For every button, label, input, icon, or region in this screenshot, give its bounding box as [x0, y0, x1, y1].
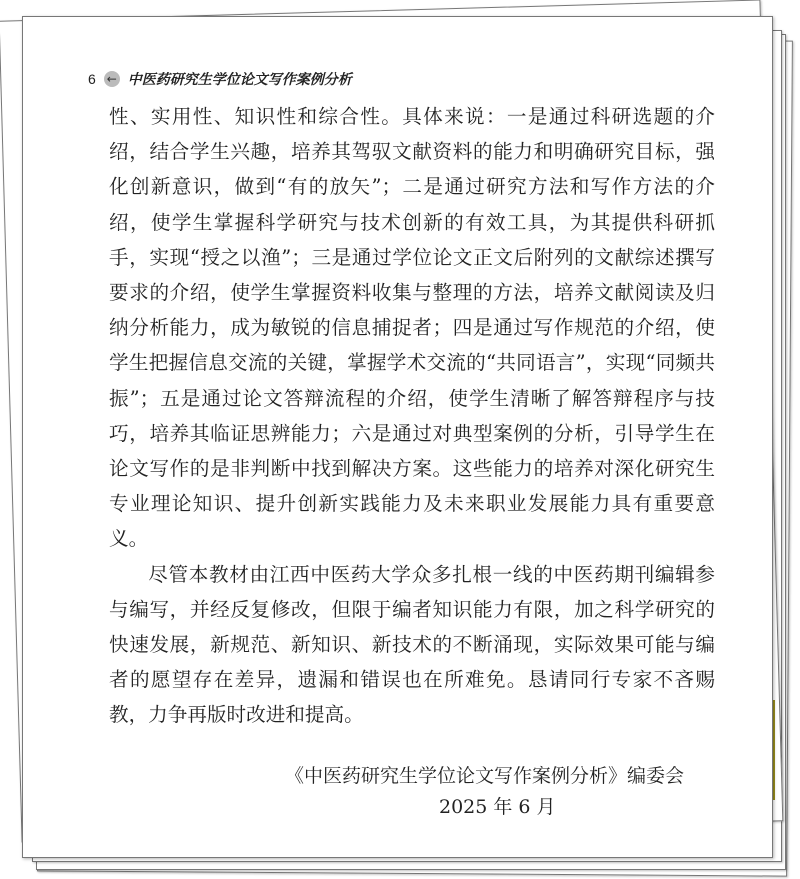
page-number: 6 — [88, 71, 96, 87]
date: 2025 年 6 月 — [439, 795, 556, 818]
page-content — [109, 99, 715, 823]
signature: 《中医药研究生学位论文写作案例分析》编委会 — [285, 764, 685, 787]
running-header — [88, 69, 352, 89]
body-text — [109, 99, 715, 733]
paragraph: 性、实用性、知识性和综合性。具体来说：一是通过科研选题的介绍，结合学生兴趣，培养其驾驭文献资料的能力和明确研究目标，强化创新意识，做到“有的放矢”；二是通过研究方法和写作方法的介绍，使学生掌握科学研究与技术创新的有效工具，为其提供科研抓手，实现“授之以渔”；三是通过学位论文正文后附列的文献综述撰写要求的介绍，使学生掌握资料收集与整理的方法，培养文献阅读及归纳分析能力，成为敏锐的信息捕捉者；四是通过写作规范的介绍，使学生把握信息交流的关键，掌握学术交流的“共同语言”，实现“同频共振”；五是通过论文答辩流程的介绍，使学生清晰了解答辩程序与技巧，培养其临证思辨能力；六是通过对典型案例的分析，引导学生在论文写作的是非判断中找到解决方案。这些能力的培养对深化研究生专业理论知识、提升创新实践能力及未来职业发展能力具有重要意义。 — [109, 105, 715, 551]
document-page — [22, 16, 773, 858]
book-title: 中医药研究生学位论文写作案例分析 — [127, 72, 352, 88]
paragraph: 尽管本教材由江西中医药大学众多扎根一线的中医药期刊编辑参与编写，并经反复修改，但限于编者知识能力有限，加之科学研究的快速发展，新规范、新知识、新技术的不断涌现，实际效果可能与编者的愿望存在差异，遗漏和错误也在所难免。恳请同行专家不吝赐教，力争再版时改进和提高。 — [109, 562, 715, 727]
back-arrow-icon: ← — [104, 71, 120, 87]
